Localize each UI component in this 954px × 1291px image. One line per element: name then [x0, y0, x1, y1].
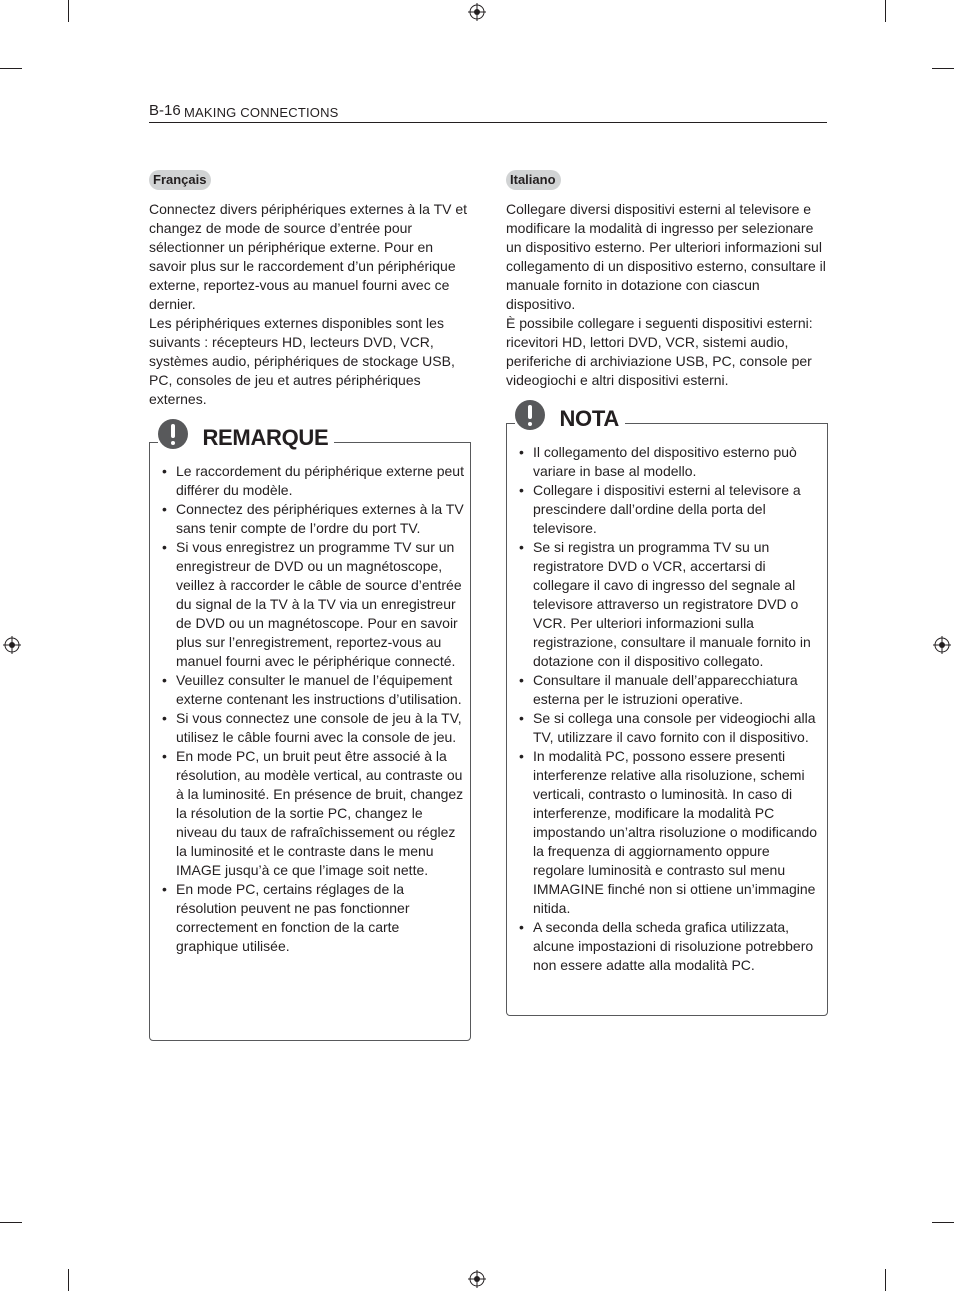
list-item: • Connectez des périphériques externes à la TV sans tenir compte de l’ordre du port TV.: [150, 500, 464, 538]
crop-mark: [885, 1269, 886, 1291]
list-item: • En mode PC, un bruit peut être associé à la résolution, au modèle vertical, au contraste ou à la luminosité. En présence de bruit, changez la résolution de la sortie PC, changez le niveau du taux de rafraîchissement ou réglez la luminosité et le contraste dans le menu IMAGE jusqu’à ce que l’image soit nette.: [150, 747, 464, 880]
note-header: [158, 419, 334, 453]
language-label-french: Français: [149, 170, 211, 190]
paragraph: Les périphériques externes disponibles sont les suivants : récepteurs HD, lecteurs DVD, VCR, systèmes audio, périphériques de stockage USB, PC, consoles de jeu et autres périphériques externes.: [149, 315, 455, 407]
paragraph: Connectez divers périphériques externes à la TV et changez de mode de source d’entrée pour sélectionner un périphérique externe. Pour en savoir plus sur le raccordement d’un périphérique externe, reportez-vous au manuel fourni avec ce dernier.: [149, 201, 468, 312]
page-header: [149, 100, 827, 123]
crop-mark: [0, 68, 22, 69]
crop-mark: [0, 1222, 22, 1223]
page-number: B-16: [149, 102, 181, 119]
italian-column: [506, 170, 828, 390]
note-list: [507, 443, 821, 975]
list-item: • Si vous enregistrez un programme TV sur un enregistreur de DVD ou un magnétoscope, veillez à raccorder le câble de source d’entrée du signal de la TV à la TV via un enregistreur de DVD ou un magnétoscope. Pour en savoir plus sur l’enregistrement, reportez-vous au manuel fourni avec le périphérique connecté.: [150, 538, 464, 671]
paragraph: È possibile collegare i seguenti dispositivi esterni: ricevitori HD, lettori DVD, VCR, sistemi audio, periferiche di archiviazione USB, PC, console per videogiochi e altri dispositivi esterni.: [506, 315, 813, 388]
note-list: [150, 462, 464, 956]
list-item: • Se si collega una console per videogiochi alla TV, utilizzare il cavo fornito con il dispositivo.: [507, 709, 821, 747]
list-item: • In modalità PC, possono essere presenti interferenze relative alla risoluzione, schemi verticali, contrasto o luminosità. In caso di interferenze, modificare la modalità PC impostando un’altra risoluzione o modificando la frequenza di aggiornamento oppure regolare luminosità e contrasto sul menu IMMAGINE finché non si ottiene un’immagine nitida.: [507, 747, 821, 918]
section-title: MAKING CONNECTIONS: [184, 105, 339, 120]
language-label-italian: Italiano: [506, 170, 561, 190]
paragraph: Collegare diversi dispositivi esterni al televisore e modificare la modalità di ingresso per selezionare un dispositivo esterno. Per ulteriori informazioni sul collegamento di un dispositivo esterno, consultare il manuale fornito in dotazione con ciascun dispositivo.: [506, 201, 826, 312]
crop-mark: [932, 1222, 954, 1223]
note-title: REMARQUE: [202, 425, 329, 450]
registration-mark-icon: [3, 636, 21, 654]
registration-mark-icon: [468, 3, 486, 21]
list-item: • Il collegamento del dispositivo esterno può variare in base al modello.: [507, 443, 821, 481]
crop-mark: [68, 1269, 69, 1291]
list-item: • Se si registra un programma TV su un registratore DVD o VCR, accertarsi di collegare il cavo di ingresso del segnale al televisore attraverso un registratore DVD o VCR. Per ulteriori informazioni sulla registrazione, consultare il manuale fornito in dotazione con il dispositivo collegato.: [507, 538, 821, 671]
registration-mark-icon: [468, 1270, 486, 1288]
list-item: • En mode PC, certains réglages de la résolution peuvent ne pas fonctionner correctement en fonction de la carte graphique utilisée.: [150, 880, 464, 956]
remarque-box: [149, 425, 471, 1041]
list-item: • Le raccordement du périphérique externe peut différer du modèle.: [150, 462, 464, 500]
list-item: • Collegare i dispositivi esterni al televisore a prescindere dall’ordine della porta del televisore.: [507, 481, 821, 538]
crop-mark: [885, 0, 886, 22]
note-title: NOTA: [559, 406, 619, 431]
note-header: [515, 400, 625, 434]
french-intro: [149, 200, 471, 409]
exclamation-icon: [158, 419, 188, 449]
registration-mark-icon: [933, 636, 951, 654]
list-item: • Consultare il manuale dell’apparecchiatura esterna per le istruzioni operative.: [507, 671, 821, 709]
list-item: • Si vous connectez une console de jeu à la TV, utilisez le câble fourni avec la console de jeu.: [150, 709, 464, 747]
list-item: • A seconda della scheda grafica utilizzata, alcune impostazioni di risoluzione potrebbero non essere adatte alla modalità PC.: [507, 918, 821, 975]
crop-mark: [68, 0, 69, 22]
nota-box: [506, 406, 828, 1016]
french-column: [149, 170, 471, 409]
crop-mark: [932, 68, 954, 69]
exclamation-icon: [515, 400, 545, 430]
italian-intro: [506, 200, 828, 390]
list-item: • Veuillez consulter le manuel de l’équipement externe contenant les instructions d’utilisation.: [150, 671, 464, 709]
